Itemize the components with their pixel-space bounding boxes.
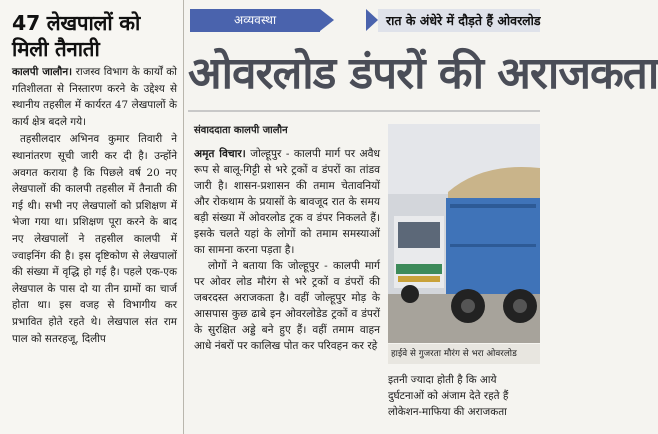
right-column-text <box>388 372 540 420</box>
main-article-para1-text: जोल्हूपुर - कालपी मार्ग पर अवैध रूप से बालू-गिट्टी से भरे ट्रकों व डंपरों का तांडव जारी है। शासन-प्रशासन की तमाम चेतावनियों और रोकथाम के प्रयासों के बावजूद रात के समय बड़ी संख्या में ओवरलोड ट्रक व डंपर निकलते हैं। इसके चलते यहां के लोगों को तमाम समस्याओं का सामना करना पड़ता है। <box>194 148 381 256</box>
article-byline: संवाददाता कालपी जालौन <box>194 125 288 136</box>
article-photo <box>388 124 540 343</box>
section-kicker: अव्यवस्था <box>190 9 320 32</box>
left-article-headline: 47 लेखपालों को मिली तैनाती <box>12 11 140 61</box>
left-article-dateline: कालपी जालौन। <box>12 66 73 78</box>
left-article <box>0 0 183 434</box>
main-article-paragraph-2: लोगों ने बताया कि जोल्हूपुर - कालपी मार्ग पर ओवर लोड मौरंग से भरे ट्रकों व डंपरों की जबरदस्त अराजकता है। वहीं जोल्हूपुर मोड़ के आसपास कुछ ढाबे इन ओवरलोडेड ट्रकों व डंपरों के सुरक्षित अड्डे बने हुए हैं। वहीं तमाम वाहन आधे नंबरों पर कालिख पोत कर परिवहन कर रहे <box>194 260 380 352</box>
headline-divider <box>188 110 540 112</box>
photo-caption: हाईवे से गुजरता मौरंग से भरा ओवरलोड <box>388 344 540 364</box>
main-article-paragraph-1 <box>194 146 380 258</box>
left-article-paragraph-1 <box>12 64 177 130</box>
main-article-headline: ओवरलोड डंपरों की अराजकता <box>188 48 658 99</box>
teaser-arrow-icon <box>366 9 378 31</box>
right-column-line-2: दुर्घटनाओं को अंजाम देते रहते हैं <box>388 390 509 402</box>
right-column-line-3: लोकेशन-माफिया की अराजकता <box>388 406 507 418</box>
column-divider <box>183 0 184 434</box>
left-article-paragraph-2: तहसीलदार अभिनव कुमार तिवारी ने स्थानांतरण सूची जारी कर दी है। उन्होंने अवगत कराया है कि पिछले वर्ष 20 नए लेखपालों की कालपी तहसील में तैनाती की गई थी। सभी नए लेखपालों को प्रशिक्षण में भेजा गया था। प्रशिक्षण पूरा करने के बाद नए लेखपालों ने तहसील कालपी में ज्वाइनिंग की है। इस दृष्टिकोण से लेखपालों की संख्या में वृद्धि हो गई है। पहले एक-एक लेखपाल के पास दो या तीन ग्रामों का चार्ज होता था। इस वजह से विभागीय कर प्रभावित होते रहते थे। लेखपाल संत राम पाल को सतरहजू, दिलीप <box>12 133 177 345</box>
main-article-body <box>194 146 380 354</box>
right-column-line-1: इतनी ज्यादा होती है कि आये <box>388 374 497 386</box>
left-article-para1-text: राजस्व विभाग के कार्यों को गतिशीलता से निस्तारण करने के उद्देश्य से स्थानीय तहसील में कार्यरत 47 लेखपालों के कार्य क्षेत्र बदले गये। <box>12 66 177 128</box>
related-story-teaser: रात के अंधेरे में दौड़ते हैं ओवरलोड <box>378 9 540 32</box>
article-lead-source: अमृत विचार। <box>194 148 246 160</box>
dumper-truck-photo-image <box>388 124 540 343</box>
